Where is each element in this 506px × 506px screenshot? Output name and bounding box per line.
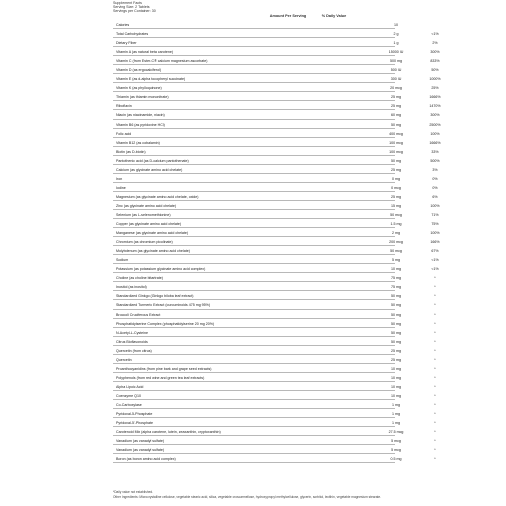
table-row (113, 210, 439, 219)
nutrient-amount: 2 mg (392, 231, 400, 236)
nutrient-daily-value: 50% (431, 68, 439, 73)
nutrient-name: Polyphenols (from red wine and green tea leaf extracts) (116, 375, 205, 380)
nutrient-amount: 50 mg (391, 321, 401, 326)
nutrient-name: Quercetin (116, 357, 132, 362)
nutrient-daily-value: * (434, 321, 436, 326)
table-row (113, 436, 436, 445)
table-row (113, 391, 436, 400)
nutrient-amount: 1 mg (392, 421, 400, 426)
nutrient-name: Vanadium (as vanadyl sulfate) (116, 439, 165, 444)
table-row (113, 138, 441, 147)
nutrient-name: Vitamin E (as d-alpha tocopheryl succinate) (116, 77, 186, 82)
nutrient-daily-value: 0% (432, 176, 438, 181)
nutrient-name: Niacin (as niacinamide, niacin) (116, 113, 165, 118)
nutrient-daily-value: * (434, 348, 436, 353)
table-row (113, 20, 398, 29)
nutrient-daily-value: 300% (430, 113, 440, 118)
nutrient-amount: 400 mcg (389, 131, 403, 136)
nutrient-daily-value: * (434, 339, 436, 344)
nutrient-daily-value: 2500% (429, 122, 441, 127)
nutrient-amount: 25 mg (391, 357, 401, 362)
nutrient-daily-value: 71% (431, 212, 439, 217)
nutrient-daily-value: * (434, 384, 436, 389)
nutrient-amount: 20 mcg (390, 86, 402, 91)
nutrient-daily-value: 3% (432, 167, 438, 172)
nutrient-amount: 50 mg (391, 294, 401, 299)
nutrient-daily-value: <1% (431, 267, 439, 272)
table-row (113, 264, 439, 273)
nutrient-daily-value: 2% (432, 41, 438, 46)
nutrient-name: Choline (as choline bitartrate) (116, 276, 163, 281)
nutrient-amount: 1 g (393, 41, 399, 46)
table-row (113, 129, 440, 138)
nutrient-amount: 0 mg (392, 176, 400, 181)
footnote-daily-value: *Daily value not established. (113, 490, 154, 494)
nutrient-name: Calories (116, 23, 130, 27)
nutrient-name: Phosphatidylserine Complex (phosphatidylserine 20 mg 20%) (116, 321, 215, 326)
table-row (113, 337, 436, 346)
nutrient-name: Magnesium (as glycinate amino acid chelate, oxide) (116, 194, 199, 199)
nutrient-name: Alpha Lipoic Acid (116, 384, 144, 389)
nutrient-amount: 300 IU (390, 77, 402, 82)
nutrient-amount: 50 mg (391, 122, 401, 127)
nutrient-amount: 50 mg (391, 339, 401, 344)
nutrient-name: Molybdenum (as glycinate amino acid chelate) (116, 249, 190, 254)
nutrient-amount: 5 mcg (391, 439, 401, 444)
nutrient-amount: 50 mcg (390, 249, 402, 254)
nutrient-daily-value: 500% (430, 158, 440, 163)
nutrient-amount: 0 mcg (391, 185, 401, 190)
table-row (113, 56, 440, 65)
nutrient-amount: 10 (394, 23, 398, 27)
table-row (113, 291, 436, 300)
nutrient-name: Vitamin D (as ergocalciferol) (116, 68, 162, 73)
table-row (113, 65, 439, 74)
nutrient-daily-value: * (434, 276, 436, 281)
nutrient-name: Co-Carboxylase (116, 402, 142, 407)
nutrient-name: Pyridoxal-5-Phosphate (116, 412, 153, 417)
table-row (113, 246, 439, 255)
nutrient-amount: 500 mg (390, 59, 402, 64)
nutrient-daily-value: * (434, 366, 436, 371)
table-row (113, 47, 440, 56)
column-header-daily-value: % Daily Value (321, 14, 347, 18)
nutrient-daily-value: * (434, 312, 436, 317)
nutrient-amount: 200 mcg (389, 240, 403, 245)
table-row (113, 427, 436, 436)
table-row (113, 110, 440, 119)
nutrient-name: Proanthocyanidins (from pine bark and grape seed extracts) (116, 366, 212, 371)
nutrient-amount: 100 mcg (389, 140, 403, 145)
nutrient-name: Quercetin (from citrus) (116, 348, 152, 353)
nutrient-name: Boron (as boron amino acid complex) (116, 457, 176, 462)
nutrient-name: Vitamin A (as natural beta carotene) (116, 50, 174, 55)
nutrient-amount: 10 mg (391, 384, 401, 389)
nutrient-daily-value: 0% (432, 185, 438, 190)
nutrient-name: Riboflavin (116, 104, 132, 109)
nutrient-amount: 1.5 mg (390, 222, 402, 227)
nutrient-name: Vitamin K (as phylloquinone) (116, 86, 162, 91)
nutrient-daily-value: * (434, 357, 436, 362)
table-row (113, 273, 436, 282)
table-row (113, 101, 441, 110)
table-row (113, 92, 441, 101)
nutrient-daily-value: * (434, 457, 436, 462)
nutrient-name: Inositol (as inositol) (116, 285, 147, 290)
nutrient-amount: 50 mcg (390, 212, 402, 217)
nutrient-name: Sodium (116, 258, 129, 263)
nutrient-name: Pantothenic acid (as D-calcium pantothenate) (116, 158, 189, 163)
nutrient-name: Dietary Fiber (116, 41, 137, 46)
nutrient-amount: 10 mg (391, 267, 401, 272)
servings-per-container: Servings per Container: 30 (113, 9, 156, 13)
nutrient-name: Citrus Bioflavonoids (116, 339, 148, 344)
nutrient-name: Folic acid (116, 131, 132, 136)
nutrient-amount: 25 mg (391, 194, 401, 199)
nutrient-name: N-Acetyl-L-Cysteine (116, 330, 148, 335)
nutrient-name: Total Carbohydrates (116, 32, 149, 37)
table-row (113, 328, 436, 337)
facts-title: Supplement Facts (113, 1, 142, 5)
nutrient-amount: 2 g (393, 32, 399, 37)
nutrient-amount: 10 mg (391, 393, 401, 398)
nutrient-daily-value: 1666% (429, 95, 441, 100)
table-row (113, 183, 438, 192)
nutrient-amount: 10 mg (391, 375, 401, 380)
nutrient-amount: 5 mg (392, 258, 400, 263)
table-row (113, 147, 439, 156)
nutrient-amount: 27.5 mcg (388, 430, 404, 435)
nutrient-name: Vitamin B12 (as cobalamin) (116, 140, 160, 145)
nutrient-daily-value: 1000% (429, 77, 441, 82)
nutrient-daily-value: * (434, 294, 436, 299)
nutrient-name: Potassium (as potassium glycinate amino acid complex) (116, 267, 206, 272)
nutrient-daily-value: 25% (431, 86, 439, 91)
nutrient-name: Zinc (as glycinate amino acid chelate) (116, 203, 177, 208)
nutrient-daily-value: * (434, 375, 436, 380)
serving-size: Serving Size: 2 Tablets (113, 5, 150, 9)
nutrient-name: Vanadium (as vanadyl sulfate) (116, 448, 165, 453)
nutrient-name: Calcium (as glycinate amino acid chelate) (116, 167, 183, 172)
nutrient-daily-value: * (434, 285, 436, 290)
nutrient-amount: 25 mg (391, 104, 401, 109)
table-row (113, 346, 436, 355)
nutrient-amount: 5 mcg (391, 448, 401, 453)
nutrient-name: Iodine (116, 185, 126, 190)
table-row (113, 83, 439, 92)
nutrient-daily-value: * (434, 393, 436, 398)
column-header-amount: Amount Per Serving (269, 14, 307, 18)
nutrient-name: Chromium (as chromium picolinate) (116, 240, 173, 245)
nutrient-daily-value: 6% (432, 194, 438, 199)
nutrient-name: Carotenoid Mix (alpha carotene, lutein, zeaxanthin, cryptoxanthin) (116, 430, 221, 435)
table-row (113, 38, 438, 47)
table-row (113, 201, 440, 210)
table-row (113, 29, 439, 38)
nutrient-daily-value: * (434, 330, 436, 335)
nutrient-amount: 25 mg (391, 95, 401, 100)
table-row (113, 400, 436, 409)
nutrient-name: Iron (116, 176, 123, 181)
nutrient-amount: 0.5 mg (390, 457, 402, 462)
nutrient-name: Selenium (as L-selenomethionine) (116, 212, 171, 217)
nutrient-daily-value: * (434, 303, 436, 308)
nutrient-daily-value: * (434, 421, 436, 426)
nutrient-amount: 50 mg (391, 330, 401, 335)
table-row (113, 382, 436, 391)
nutrient-amount: 1 mg (392, 402, 400, 407)
table-row (113, 120, 441, 129)
nutrient-daily-value: 100% (430, 203, 440, 208)
nutrient-amount: 60 mg (391, 113, 401, 118)
nutrient-daily-value: * (434, 448, 436, 453)
nutrient-amount: 10 mg (391, 366, 401, 371)
nutrient-daily-value: 100% (430, 231, 440, 236)
table-row (113, 282, 436, 291)
nutrient-name: Pyridoxal-5'-Phosphate (116, 421, 154, 426)
nutrient-amount: 100 mcg (389, 149, 403, 154)
nutrient-daily-value: * (434, 430, 436, 435)
nutrient-amount: 1 mg (392, 412, 400, 417)
nutrient-daily-value: 1470% (429, 104, 441, 109)
table-row (113, 192, 438, 201)
nutrient-name: Copper (as glycinate amino acid chelate) (116, 222, 182, 227)
table-row (113, 156, 440, 165)
nutrient-amount: 15 mg (391, 203, 401, 208)
table-row (113, 255, 439, 264)
table-row (113, 237, 440, 246)
table-row (113, 373, 436, 382)
nutrient-daily-value: 33% (431, 149, 439, 154)
nutrient-daily-value: * (434, 412, 436, 417)
table-row (113, 228, 440, 237)
nutrient-name: Standardized Turmeric Extract (curcuminoids 475 mg 95%) (116, 303, 211, 308)
nutrient-amount: 50 mg (391, 158, 401, 163)
table-row (113, 355, 436, 364)
table-row (113, 74, 441, 83)
nutrient-daily-value: 1666% (429, 140, 441, 145)
nutrient-amount: 75 mg (391, 276, 401, 281)
nutrient-daily-value: * (434, 402, 436, 407)
table-row (113, 409, 436, 418)
nutrient-amount: 75 mg (391, 285, 401, 290)
nutrient-daily-value: <1% (431, 32, 439, 37)
nutrient-table (113, 20, 441, 463)
nutrient-name: Vitamin C (from Ester-C® calcium magnesium ascorbate) (116, 59, 208, 64)
table-row (113, 174, 438, 183)
nutrient-daily-value: 833% (430, 59, 440, 64)
nutrient-amount: 50 mg (391, 303, 401, 308)
nutrient-name: Broccoli Cruciferous Extract (116, 312, 161, 317)
nutrient-amount: 25 mg (391, 348, 401, 353)
nutrient-daily-value: 100% (430, 131, 440, 136)
nutrient-name: Biotin (as D-biotin) (116, 149, 146, 154)
table-row (113, 300, 436, 309)
nutrient-daily-value: <1% (431, 258, 439, 263)
table-row (113, 454, 436, 463)
table-row (113, 310, 436, 319)
table-row (113, 445, 436, 454)
nutrient-name: Vitamin B6 (as pyridoxine HCl) (116, 122, 165, 127)
nutrient-daily-value: 75% (431, 222, 439, 227)
nutrient-daily-value: * (434, 439, 436, 444)
table-row (113, 364, 436, 373)
nutrient-daily-value: 67% (431, 249, 439, 254)
nutrient-name: Manganese (as glycinate amino acid chelate) (116, 231, 189, 236)
nutrient-name: Standardized Ginkgo (Ginkgo biloba leaf extract) (116, 294, 194, 299)
table-row (113, 319, 436, 328)
table-row (113, 418, 436, 427)
nutrient-amount: 15000 IU (388, 50, 404, 55)
nutrient-amount: 50 mg (391, 312, 401, 317)
table-row (113, 219, 439, 228)
nutrient-daily-value: 166% (430, 240, 440, 245)
table-row (113, 165, 438, 174)
nutrient-amount: 25 mg (391, 167, 401, 172)
nutrient-name: Thiamin (as thiamin mononitrate) (116, 95, 169, 100)
nutrient-amount: 500 IU (390, 68, 402, 73)
footnote-other-ingredients: Other Ingredients: Microcrystalline cellulose, vegetable stearic acid, silica, vegetable croscarmellose, hydroxypropyl methylcellulose, glycerin, sorbitol, lecithin, vegetable magnesium stearate. (113, 494, 382, 499)
nutrient-name: Coenzyme Q10 (116, 393, 141, 398)
nutrient-daily-value: 300% (430, 50, 440, 55)
